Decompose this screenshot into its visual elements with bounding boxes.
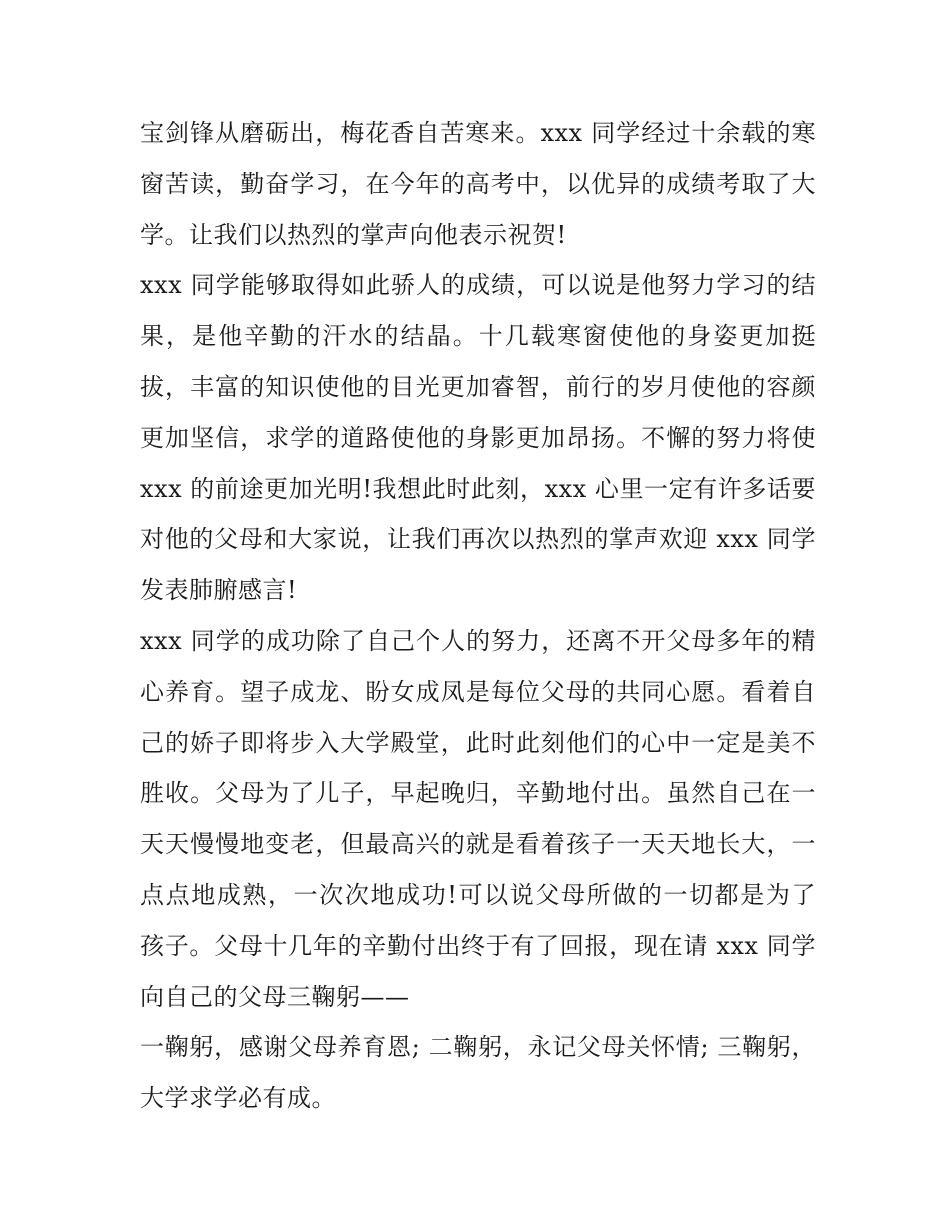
text-line: 胜收。父母为了儿子，早起晚归，辛勤地付出。虽然自己在一 [140, 779, 816, 808]
text-line: 拔，丰富的知识使他的目光更加睿智，前行的岁月使他的容颜 [140, 372, 816, 401]
text-line: 对他的父母和大家说，让我们再次以热烈的掌声欢迎 xxx 同学 [140, 525, 816, 554]
text-line: 大学求学必有成。 [140, 1084, 336, 1113]
text-line: 果，是他辛勤的汗水的结晶。十几载寒窗使他的身姿更加挺 [140, 322, 816, 351]
paragraph-parents [140, 616, 816, 1022]
text-line: 窗苦读，勤奋学习，在今年的高考中，以优异的成绩考取了大 [140, 169, 816, 198]
text-line: 宝剑锋从磨砺出，梅花香自苦寒来。xxx 同学经过十余载的寒 [140, 119, 816, 147]
text-line: 天天慢慢地变老，但最高兴的就是看着孩子一天天地长大，一 [140, 830, 816, 859]
text-line: 发表肺腑感言! [140, 576, 298, 605]
text-line: xxx 同学的成功除了自己个人的努力，还离不开父母多年的精 [140, 626, 816, 655]
text-line: 向自己的父母三鞠躬—— [140, 982, 410, 1011]
text-line: 一鞠躬，感谢父母养育恩; 二鞠躬，永记父母关怀情; 三鞠躬， [140, 1033, 816, 1062]
paragraph-achievement [140, 260, 816, 616]
text-line: 孩子。父母十几年的辛勤付出终于有了回报，现在请 xxx 同学 [140, 931, 816, 960]
text-line: 点点地成熟，一次次地成功!可以说父母所做的一切都是为了 [140, 880, 816, 909]
text-line: 心养育。望子成龙、盼女成凤是每位父母的共同心愿。看着自 [140, 677, 816, 706]
document-body [140, 108, 816, 1124]
text-line: 更加坚信，求学的道路使他的身影更加昂扬。不懈的努力将使 [140, 423, 816, 452]
text-line: 己的娇子即将步入大学殿堂，此时此刻他们的心中一定是美不 [140, 728, 816, 757]
text-line: xxx 同学能够取得如此骄人的成绩，可以说是他努力学习的结 [140, 271, 816, 300]
text-line: xxx 的前途更加光明!我想此时此刻，xxx 心里一定有许多话要 [140, 474, 816, 503]
paragraph-congratulation [140, 108, 816, 260]
text-line: 学。让我们以热烈的掌声向他表示祝贺! [140, 220, 567, 249]
paragraph-bows [140, 1022, 816, 1124]
